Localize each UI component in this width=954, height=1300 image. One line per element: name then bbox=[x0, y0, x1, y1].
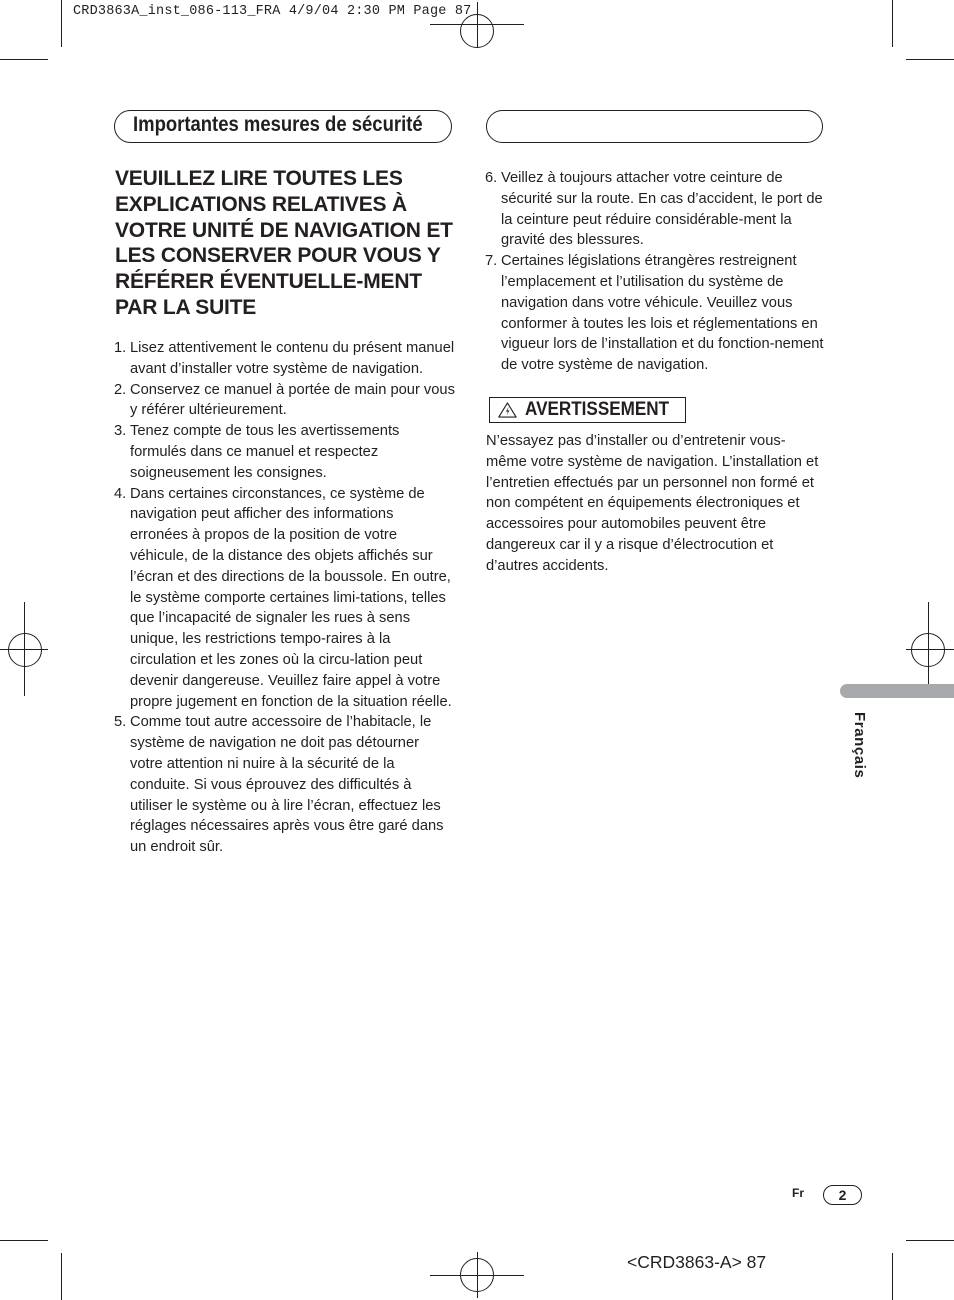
crop-mark bbox=[906, 1240, 954, 1241]
crop-mark bbox=[0, 59, 48, 60]
crop-mark bbox=[477, 1252, 478, 1298]
crop-mark bbox=[892, 1253, 893, 1300]
language-tab bbox=[840, 684, 954, 698]
list-item: 7. Certaines législations étrangères restreignent l’emplacement et l’utilisation du système de navigation dans votre véhicule. Veuillez vous conformer à toutes les lois et réglementations en vigueur lors de l’installation et du fonction-nement de votre système de navigation. bbox=[485, 253, 824, 374]
safety-list-left bbox=[115, 338, 455, 858]
main-heading: VEUILLEZ LIRE TOUTES LES EXPLICATIONS RELATIVES À VOTRE UNITÉ DE NAVIGATION ET LES CONSERVER POUR VOUS Y RÉFÉRER ÉVENTUELLE-MENT PAR LA SUITE bbox=[115, 167, 453, 319]
crop-mark bbox=[0, 649, 48, 650]
section-header-box-empty bbox=[486, 110, 823, 143]
list-item: 2. Conservez ce manuel à portée de main pour vous y référer ultérieurement. bbox=[114, 381, 455, 419]
warning-title: AVERTISSEMENT bbox=[524, 399, 669, 420]
language-tab-label: Français bbox=[851, 712, 868, 779]
list-item: 4. Dans certaines circonstances, ce système de navigation peut afficher des informations erronées à propos de la position de votre véhicule, de la distance des objets affichés sur l’écran et des directions de la boussole. En outre, le système comporte certaines limi-tations, telles que l’incapacité de signaler les rues à sens unique, les restrictions tempo-raires à la circulation et les zones où la circu-lation peut devenir dangereuse. Veuillez faire appel à votre propre jugement en fonction de la situation réelle. bbox=[114, 485, 452, 710]
print-slug: CRD3863A_inst_086-113_FRA 4/9/04 2:30 PM Page 87 bbox=[73, 4, 472, 19]
warning-label bbox=[489, 397, 686, 423]
language-code: Fr bbox=[792, 1186, 804, 1200]
warning-text: N’essayez pas d’installer ou d’entretenir vous-même votre système de navigation. L’installation et l’entretien effectués par un personnel non formé et non compétent en équipements électroniques et accessoires pour automobiles peuvent être dangereux car il y a risque d’électrocution et d’autres accidents. bbox=[486, 433, 819, 574]
crop-mark bbox=[892, 0, 893, 47]
registration-mark-icon bbox=[8, 633, 42, 667]
list-item: 3. Tenez compte de tous les avertissements formulés dans ce manuel et respectez soigneusement les consignes. bbox=[114, 423, 400, 481]
list-item: 6. Veillez à toujours attacher votre ceinture de sécurité sur la route. En cas d’accident, le port de la ceinture peut réduire considérable-ment la gravité des blessures. bbox=[485, 170, 823, 249]
page-number: 2 bbox=[823, 1185, 862, 1205]
crop-mark bbox=[906, 59, 954, 60]
crop-mark bbox=[0, 1240, 48, 1241]
list-item: 5. Comme tout autre accessoire de l’habitacle, le système de navigation ne doit pas détourner votre attention ni nuire à la sécurité de la conduite. Si vous éprouvez des difficultés à utiliser le système ou à lire l’écran, effectuez les réglages nécessaires après vous être garé dans un endroit sûr. bbox=[114, 714, 444, 856]
crop-mark bbox=[477, 2, 478, 48]
crop-mark bbox=[61, 1253, 62, 1300]
safety-list-right bbox=[486, 168, 826, 376]
document-code: <CRD3863-A> 87 bbox=[627, 1252, 767, 1272]
crop-mark bbox=[61, 0, 62, 47]
list-item: 1. Lisez attentivement le contenu du présent manuel avant d’installer votre système de navigation. bbox=[114, 340, 455, 377]
crop-mark bbox=[906, 649, 954, 650]
warning-triangle-icon bbox=[498, 400, 517, 420]
section-title: Importantes mesures de sécurité bbox=[133, 113, 423, 136]
